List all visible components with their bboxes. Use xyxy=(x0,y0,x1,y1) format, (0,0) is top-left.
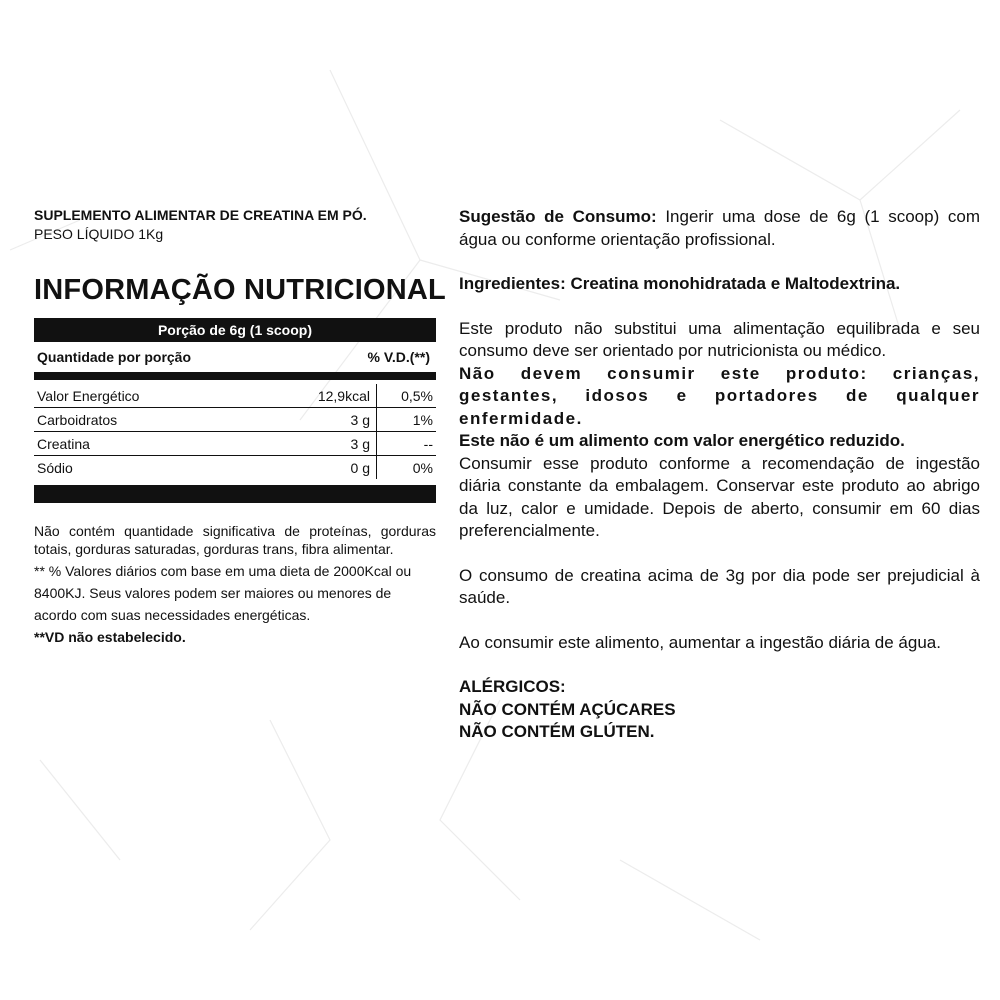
table-footer-bar xyxy=(34,485,436,503)
ingredients: Ingredientes: Creatina monohidratada e Maltodextrina. xyxy=(459,274,901,293)
row-vd: 0,5% xyxy=(401,388,433,404)
table-row xyxy=(34,432,436,456)
row-quantity: 12,9kcal xyxy=(265,384,377,407)
quantity-header: Quantidade por porção xyxy=(37,349,192,365)
water-intake-notice: Ao consumir este alimento, aumentar a ingestão diária de água. xyxy=(459,632,941,652)
table-row xyxy=(34,384,436,408)
table-header-row xyxy=(34,342,436,372)
product-line: SUPLEMENTO ALIMENTAR DE CREATINA EM PÓ. xyxy=(34,207,367,223)
table-row xyxy=(34,408,436,432)
note-daily-values: ** % Valores diários com base em uma dieta de 2000Kcal ou 8400KJ. Seus valores podem ser maiores ou menores de acordo com suas necessidades energéticas. xyxy=(34,563,412,623)
note-not-significant: Não contém quantidade significativa de proteínas, gorduras totais, gorduras saturadas, gorduras trans, fibra alimentar. xyxy=(34,523,436,557)
allergens-title: ALÉRGICOS: xyxy=(459,677,566,696)
table-row xyxy=(34,456,436,479)
suggestion-label: Sugestão de Consumo: xyxy=(459,207,657,226)
storage-instructions: Consumir esse produto conforme a recomendação de ingestão diária constante da embalagem. Conservar este produto ao abrigo da luz, calor e umidade. Depois de aberto, consumir em 60 dias preferencialmente. xyxy=(459,453,980,540)
nutrition-column xyxy=(34,206,446,648)
vd-header: % V.D.(**) xyxy=(367,349,430,365)
nutrition-notes xyxy=(34,523,436,648)
warning-not-reduced: Este não é um alimento com valor energético reduzido. xyxy=(459,431,905,450)
allergen-gluten: NÃO CONTÉM GLÚTEN. xyxy=(459,722,655,741)
nutrition-table xyxy=(34,318,436,503)
row-name: Valor Energético xyxy=(37,388,140,404)
warning-not-consume: Não devem consumir este produto: crianças, gestantes, idosos e portadores de qualquer enfermidade. xyxy=(459,363,980,428)
row-name: Sódio xyxy=(37,460,73,476)
nutrition-title: INFORMAÇÃO NUTRICIONAL xyxy=(34,274,446,306)
suggestion-text: Ingerir uma dose de 6g (1 scoop) com água ou conforme orientação profissional. xyxy=(459,207,980,249)
row-quantity: 3 g xyxy=(265,432,377,455)
substitution-notice: Este produto não substitui uma alimentação equilibrada e seu consumo deve ser orientado por nutricionista ou médico. xyxy=(459,318,980,360)
row-vd: 1% xyxy=(412,412,433,428)
row-quantity: 0 g xyxy=(265,456,377,479)
consumption-suggestion xyxy=(459,206,980,251)
info-column xyxy=(459,206,980,744)
row-name: Carboidratos xyxy=(37,412,118,428)
allergen-sugar: NÃO CONTÉM AÇÚCARES xyxy=(459,699,676,719)
row-vd: 0% xyxy=(412,460,433,476)
row-vd: -- xyxy=(423,436,433,452)
creatine-warning: O consumo de creatina acima de 3g por dia pode ser prejudicial à saúde. xyxy=(459,565,980,607)
row-quantity: 3 g xyxy=(265,408,377,431)
table-divider xyxy=(34,372,436,380)
note-vd-not-established: **VD não estabelecido. xyxy=(34,629,186,645)
portion-header: Porção de 6g (1 scoop) xyxy=(34,318,436,342)
row-name: Creatina xyxy=(37,436,90,452)
net-weight: PESO LÍQUIDO 1Kg xyxy=(34,226,164,242)
